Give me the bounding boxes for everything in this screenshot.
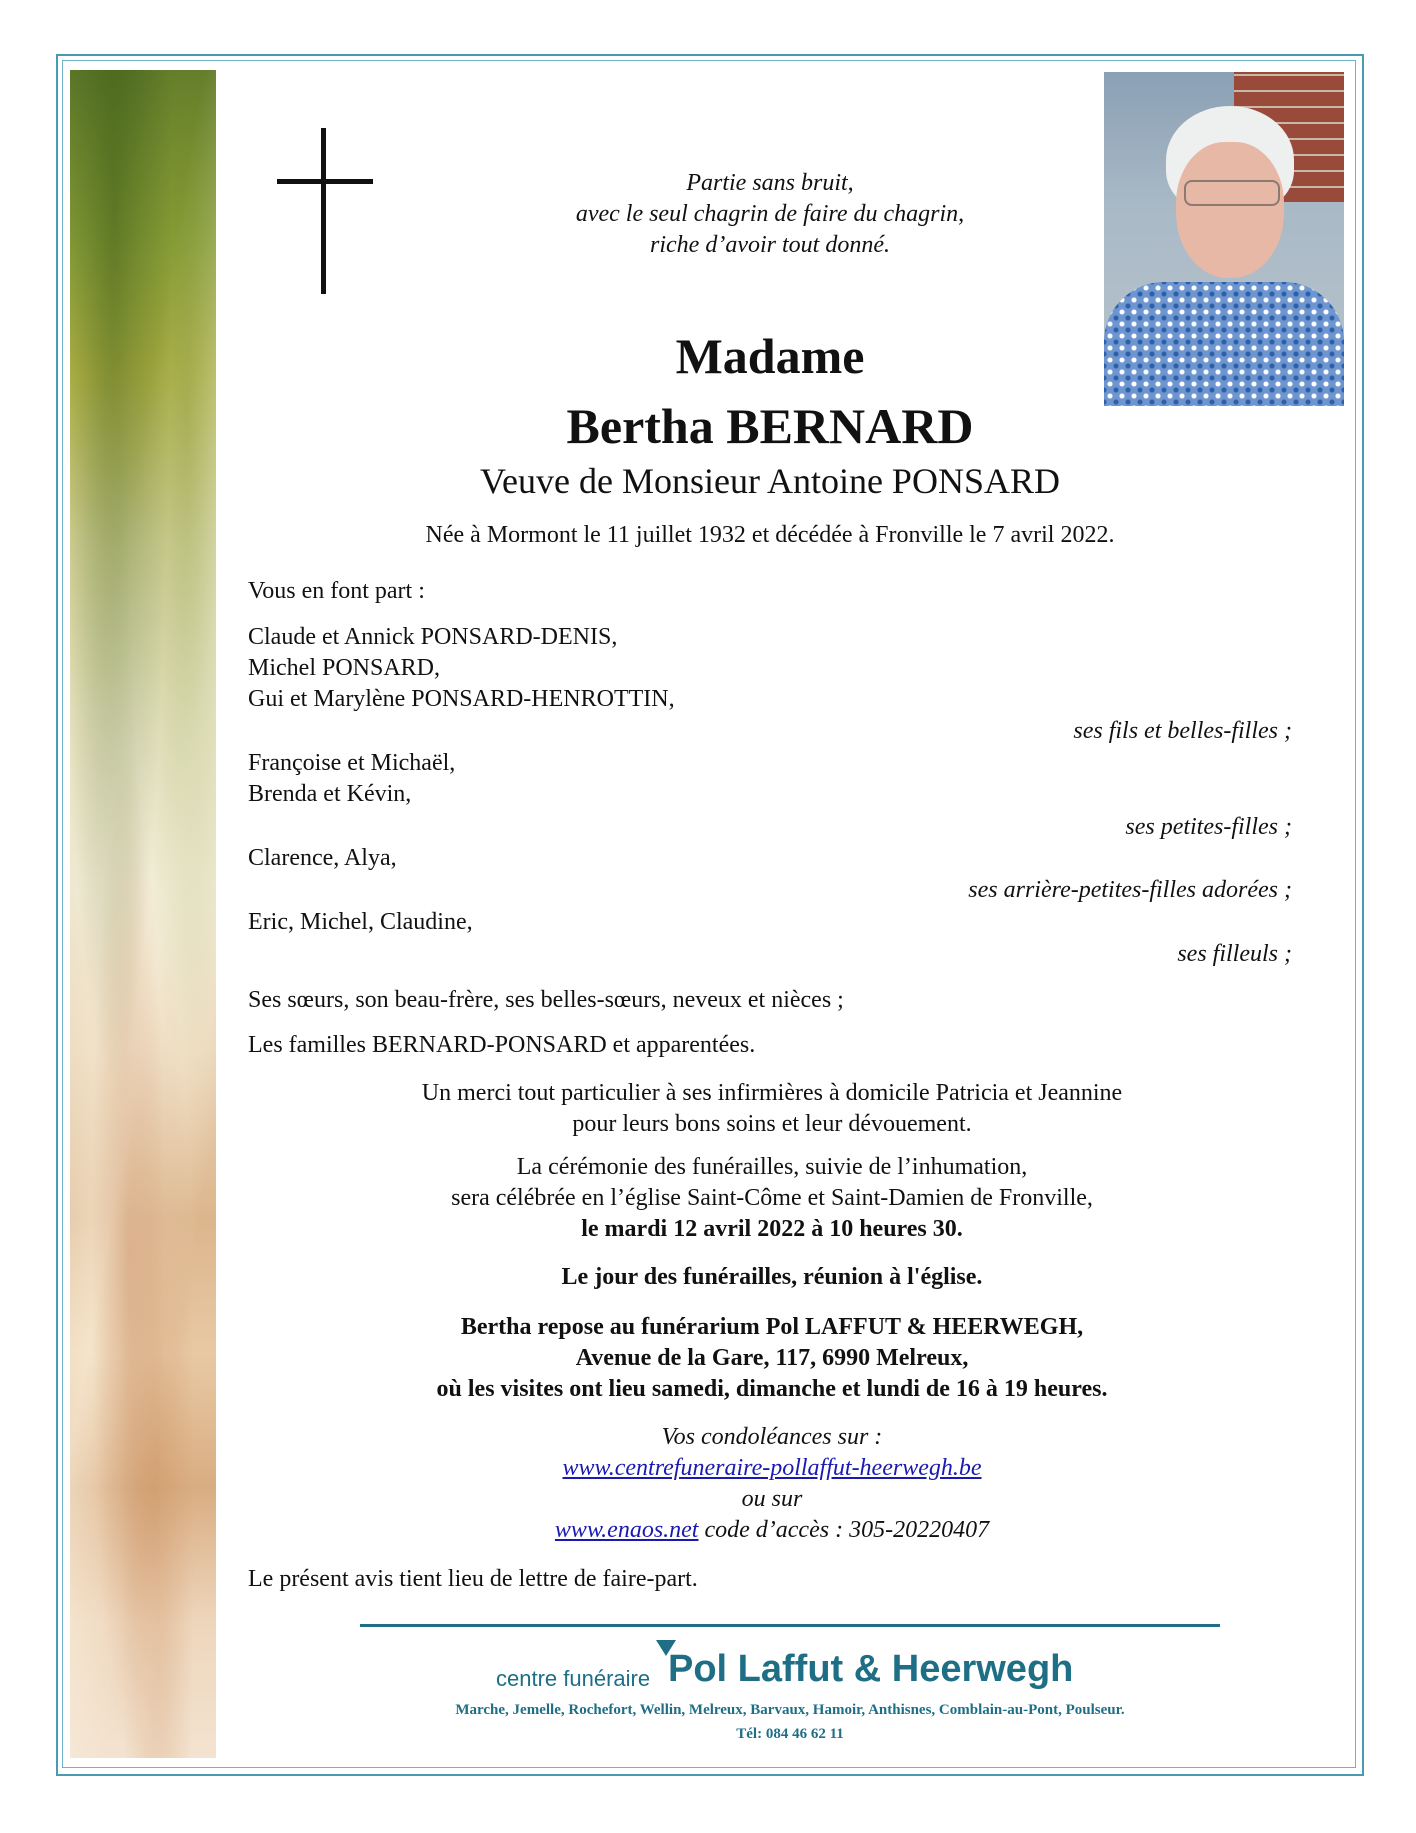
relation-label: ses petites-filles ; [1125,814,1292,840]
families-line: Les familles BERNARD-PONSARD et apparentées. [248,1032,756,1058]
funeral-center-link[interactable]: www.centrefuneraire-pollaffut-heerwegh.be [562,1455,982,1481]
title-madame: Madame [675,328,865,384]
condolences-label: Vos condoléances sur : [661,1424,883,1450]
family-line: Claude et Annick PONSARD-DENIS, [248,624,618,650]
footer-rule [360,1624,1220,1627]
condolences-block [248,1422,1296,1546]
funerarium-paragraph: Bertha repose au funérarium Pol LAFFUT & HEERWEGH, Avenue de la Gare, 117, 6990 Melreux, où les visites ont lieu samedi, dimanche et lundi de 16 à 19 heures. [436,1314,1108,1402]
logo-brand-name: Pol Laffut & Heerwegh [668,1648,1074,1690]
logo-small-text: centre funéraire [496,1666,651,1691]
ceremony-paragraph: La cérémonie des funérailles, suivie de l’inhumation, sera célébrée en l’église Saint-Côme et Saint-Damien de Fronville, le mardi 12 avril 2022 à 10 heures 30. [248,1152,1296,1245]
or-label: ou sur [741,1486,803,1512]
logo-locations: Marche, Jemelle, Rochefort, Wellin, Melreux, Barvaux, Hamoir, Anthisnes, Comblain-au-Pont, Poulseur. [455,1702,1125,1718]
widow-of: Veuve de Monsieur Antoine PONSARD [480,461,1060,501]
family-line: Gui et Marylène PONSARD-HENROTTIN, [248,686,675,712]
enaos-link[interactable]: www.enaos.net [554,1517,699,1543]
logo-phone: Tél: 084 46 62 11 [736,1726,844,1742]
family-line: Clarence, Alya, [248,845,397,871]
forest-path-image [70,70,216,1758]
epitaph-quote: Partie sans bruit, avec le seul chagrin de faire du chagrin, riche d’avoir tout donné. [575,170,965,258]
birth-death-line: Née à Mormont le 11 juillet 1932 et décédée à Fronville le 7 avril 2022. [425,522,1115,548]
access-code: code d’accès : 305-20220407 [698,1517,990,1543]
announce-intro: Vous en font part : [248,578,425,604]
meeting-line: Le jour des funérailles, réunion à l'église. [561,1264,983,1290]
relation-label: ses fils et belles-filles ; [1073,718,1292,744]
family-line: Michel PONSARD, [248,655,441,681]
siblings-line: Ses sœurs, son beau-frère, ses belles-sœurs, neveux et nièces ; [248,987,844,1013]
family-line: Françoise et Michaël, [248,750,456,776]
thanks-paragraph: Un merci tout particulier à ses infirmières à domicile Patricia et Jeannine pour leurs bons soins et leur dévouement. [421,1080,1123,1137]
family-line: Eric, Michel, Claudine, [248,909,473,935]
relation-label: ses arrière-petites-filles adorées ; [968,877,1292,903]
notice-line: Le présent avis tient lieu de lettre de faire-part. [248,1566,698,1592]
family-line: Brenda et Kévin, [248,781,412,807]
portrait-photo [1104,72,1344,406]
deceased-name: Bertha BERNARD [566,398,974,454]
relation-label: ses filleuls ; [1177,941,1292,967]
cross-icon [277,128,373,294]
ceremony-date: le mardi 12 avril 2022 à 10 heures 30. [581,1216,963,1242]
